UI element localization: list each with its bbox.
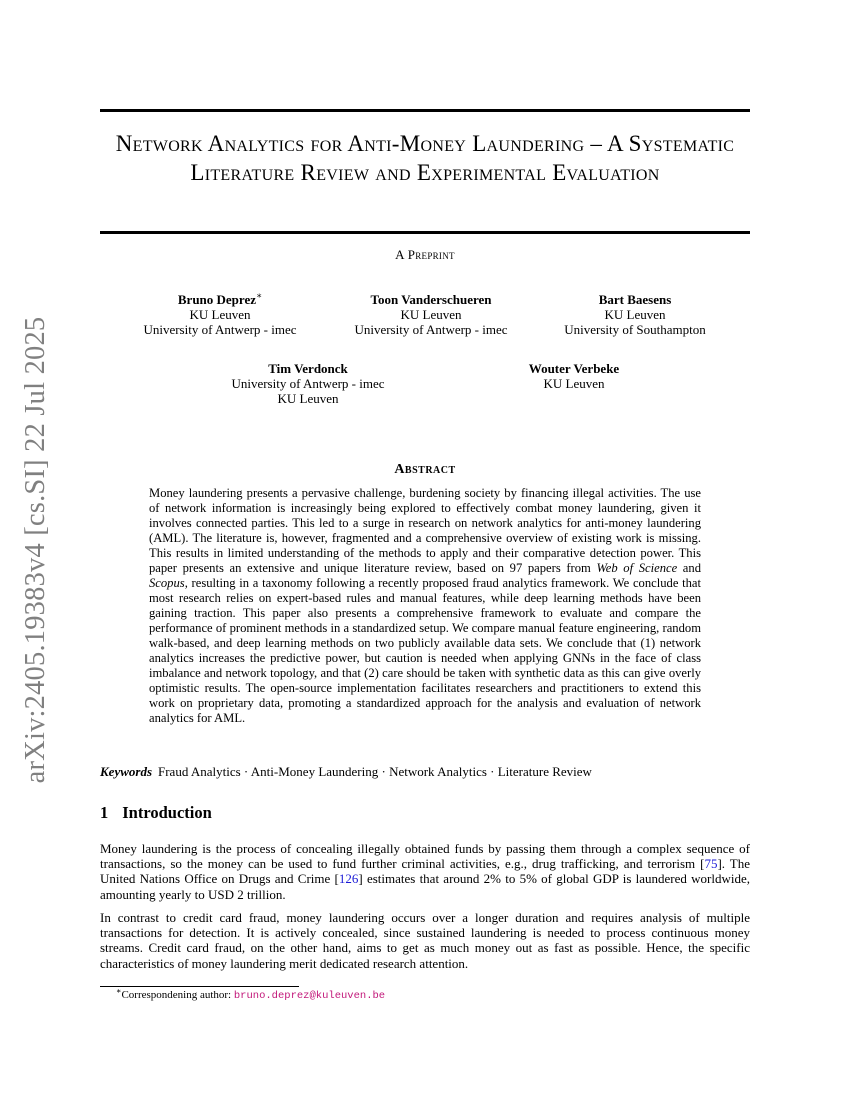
author-affiliation: University of Antwerp - imec [231,376,385,392]
footnote: ∗Correspondening author: bruno.deprez@kuleuven.be [116,986,386,1002]
section-title: Introduction [122,803,212,822]
title-rule-top [100,109,750,112]
author-affiliation: KU Leuven [543,376,605,392]
keywords-list: Fraud Analytics · Anti-Money Laundering · Network Analytics · Literature Review [158,764,592,779]
author-block [520,292,750,338]
title-rule-bottom [100,231,750,234]
paper-title: Network Analytics for Anti-Money Laundering – A Systematic Literature Review and Experimental Evaluation [115,131,735,185]
abstract-heading: Abstract [394,462,456,477]
paragraph: In contrast to credit card fraud, money laundering occurs over a longer duration and requires analysis of multiple transactions for detection. It is actively concealed, since sustained laundering is needed to process continuous money streams. Credit card fraud, on the other hand, aims to get as much money out as fast as possible. Hence, the specific characteristics of money laundering merit dedicated research attention. [100,910,750,971]
citation-link[interactable]: 75 [704,856,718,872]
author-affiliation: University of Antwerp - imec [143,322,297,338]
corresponding-author-mark: ∗ [256,290,263,301]
database-name: Web of Science [596,561,678,575]
paragraph: Money laundering is the process of concealing illegally obtained funds by passing them through a complex sequence of transactions, so the money can be used to fund further criminal activities, e.g., drug trafficking, and terrorism [75]. The United Nations Office on Drugs and Crime [126] estimates that around 2% to 5% of global GDP is laundered worldwide, amounting yearly to USD 2 trillion. [100,841,751,902]
author-block [193,361,423,407]
database-name: Scopus [149,576,185,590]
footnote-mark: ∗ [116,986,122,996]
author-name: Toon Vanderschueren [370,292,492,307]
author-affiliation: KU Leuven [277,391,339,407]
keywords-label: Keywords [100,764,152,779]
abstract-text: Money laundering presents a pervasive challenge, burdening society by financing illegal activities. The use of network information is increasingly being explored to effectively combat money laundering, given it involves connected parties. This led to a surge in research on network analytics for anti-money laundering (AML). The literature is, however, fragmented and a comprehensive overview of existing work is missing. This results in limited understanding of the methods to apply and their comparative detection power. This paper presents an extensive and unique literature review, based on 97 papers from Web of Science and Scopus, resulting in a taxonomy following a recently proposed fraud analytics framework. We conclude that most research relies on expert-based rules and manual features, while deep learning methods have been gaining traction. This paper also presents a comprehensive framework to evaluate and compare the performance of prominent methods in a standardized setup. We compare manual feature engineering, random walk-based, and deep learning methods on two publicly available data sets. We conclude that (1) network analytics increases the predictive power, but caution is needed when applying GNNs in the face of class imbalance and network topology, and that (2) care should be taken with synthetic data as this can give overly optimistic results. The open-source implementation facilitates researchers and practitioners to extend this work on proprietary data, promoting a standardized approach for the analysis and evaluation of network analytics for AML. [149,486,701,725]
email-link[interactable]: bruno.deprez@kuleuven.be [233,990,386,1002]
author-name: Tim Verdonck [268,361,348,376]
author-block [316,292,546,338]
author-block [105,292,335,338]
author-affiliation: University of Antwerp - imec [354,322,508,338]
footnote-rule [100,986,299,987]
section-heading [100,803,212,823]
arxiv-identifier-stamp: arXiv:2405.19383v4 [cs.SI] 22 Jul 2025 [20,316,51,784]
author-affiliation: KU Leuven [400,307,462,323]
author-name: Bruno Deprez∗ [177,290,263,307]
author-block [459,361,689,391]
author-affiliation: KU Leuven [604,307,666,323]
keywords-line [100,764,750,780]
author-name: Bart Baesens [598,292,672,307]
section-number: 1 [100,803,109,822]
author-affiliation: University of Southampton [564,322,706,338]
author-name: Wouter Verbeke [528,361,620,376]
preprint-label: A Preprint [395,247,455,262]
author-affiliation: KU Leuven [189,307,251,323]
citation-link[interactable]: 126 [338,871,359,887]
